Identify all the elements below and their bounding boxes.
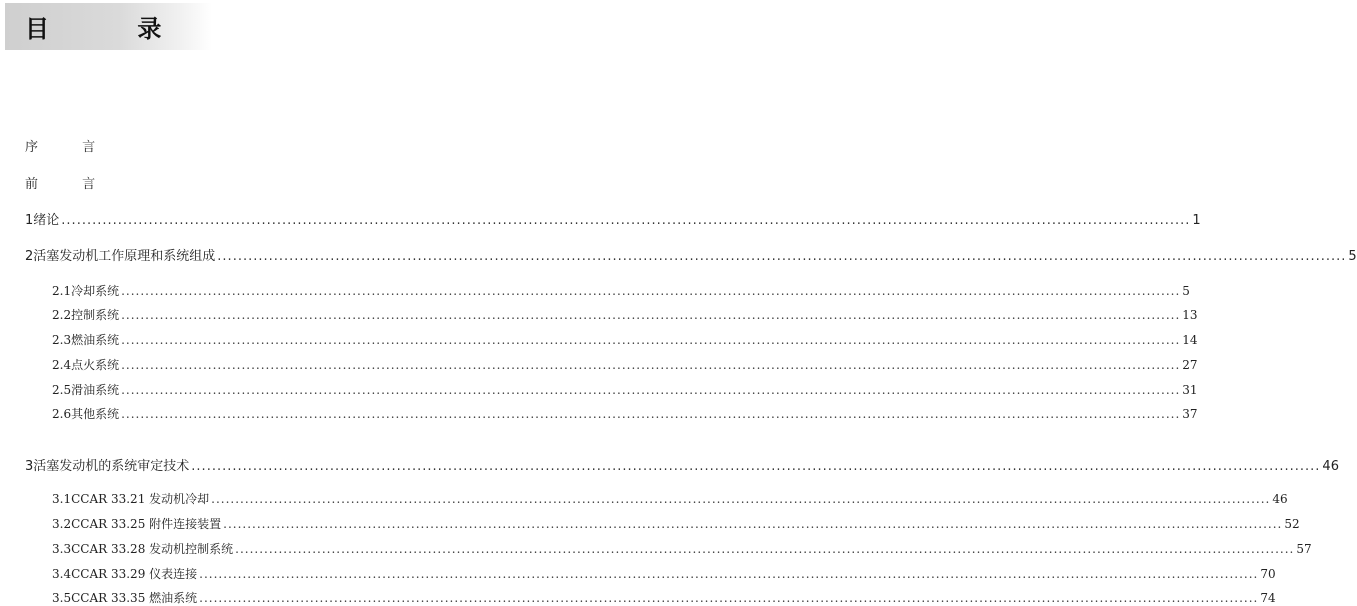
toc-section-3-4[interactable]	[52, 565, 1276, 582]
toc-page-number: 1	[1192, 213, 1201, 228]
toc-section-number: 3.5	[52, 591, 72, 605]
toc-page-number: 46	[1322, 459, 1339, 474]
toc-entry-label: 序 言	[25, 140, 116, 155]
toc-leader-dots: ............................................................................................................................................................................................................................	[235, 542, 1295, 556]
toc-section-title: 冷却系统	[71, 284, 120, 298]
toc-page-number: 13	[1182, 308, 1198, 322]
toc-section-3-3[interactable]	[52, 540, 1312, 557]
toc-chapter-title: 活塞发动机的系统审定技术	[33, 459, 190, 474]
toc-section-title: CCAR 33.21 发动机冷却	[71, 492, 210, 506]
toc-page-number: 74	[1260, 591, 1276, 605]
toc-page-number: 27	[1182, 358, 1198, 372]
toc-section-number: 2.5	[52, 383, 72, 397]
toc-section-title: 点火系统	[71, 358, 120, 372]
toc-front-matter-foreword[interactable]	[25, 173, 115, 192]
toc-chapter-1[interactable]	[25, 209, 1201, 228]
toc-section-title: CCAR 33.29 仪表连接	[71, 567, 198, 581]
toc-chapter-title: 绪论	[33, 213, 60, 228]
toc-leader-dots: ............................................................................................................................................................................................................................	[121, 333, 1181, 347]
toc-section-title: 燃油系统	[71, 333, 120, 347]
toc-leader-dots: ............................................................................................................................................................................................................................	[223, 517, 1283, 531]
toc-leader-dots: ............................................................................................................................................................................................................................	[121, 358, 1181, 372]
toc-section-3-1[interactable]	[52, 490, 1288, 507]
toc-section-number: 3.4	[52, 567, 72, 581]
toc-leader-dots: ............................................................................................................................................................................................................................	[121, 308, 1181, 322]
toc-section-3-5[interactable]	[52, 589, 1276, 606]
toc-leader-dots: ............................................................................................................................................................................................................................	[217, 249, 1347, 264]
toc-chapter-number: 3	[25, 459, 34, 474]
toc-section-2-3[interactable]	[52, 331, 1198, 348]
toc-section-title: 滑油系统	[71, 383, 120, 397]
toc-section-number: 2.3	[52, 333, 72, 347]
toc-chapter-2[interactable]	[25, 245, 1357, 264]
toc-chapter-number: 1	[25, 213, 34, 228]
toc-section-number: 2.1	[52, 284, 72, 298]
toc-section-title: CCAR 33.28 发动机控制系统	[71, 542, 234, 556]
toc-section-2-1[interactable]	[52, 282, 1190, 299]
toc-leader-dots: ............................................................................................................................................................................................................................	[61, 213, 1191, 228]
toc-section-3-2[interactable]	[52, 515, 1300, 532]
toc-page-number: 70	[1260, 567, 1276, 581]
toc-chapter-number: 2	[25, 249, 34, 264]
toc-leader-dots: ............................................................................................................................................................................................................................	[121, 383, 1181, 397]
toc-page-number: 57	[1296, 542, 1312, 556]
toc-section-number: 3.3	[52, 542, 72, 556]
toc-entry-label: 前 言	[25, 177, 116, 192]
toc-section-title: CCAR 33.25 附件连接装置	[71, 517, 222, 531]
toc-page-number: 14	[1182, 333, 1198, 347]
toc-section-2-6[interactable]	[52, 405, 1198, 422]
toc-leader-dots: ............................................................................................................................................................................................................................	[199, 567, 1259, 581]
toc-page-number: 52	[1284, 517, 1300, 531]
page-title: 目 录	[25, 15, 202, 43]
toc-leader-dots: ............................................................................................................................................................................................................................	[121, 407, 1181, 421]
toc-front-matter-preface[interactable]	[25, 136, 115, 155]
toc-section-2-2[interactable]	[52, 306, 1198, 323]
toc-leader-dots: ............................................................................................................................................................................................................................	[211, 492, 1271, 506]
toc-leader-dots: ............................................................................................................................................................................................................................	[121, 284, 1181, 298]
toc-section-title: 控制系统	[71, 308, 120, 322]
toc-leader-dots: ............................................................................................................................................................................................................................	[199, 591, 1259, 605]
toc-page-number: 5	[1182, 284, 1190, 298]
toc-section-2-4[interactable]	[52, 356, 1198, 373]
toc-page-number: 37	[1182, 407, 1198, 421]
toc-section-number: 2.4	[52, 358, 72, 372]
toc-leader-dots: ............................................................................................................................................................................................................................	[191, 459, 1321, 474]
toc-section-number: 2.6	[52, 407, 72, 421]
toc-section-number: 2.2	[52, 308, 72, 322]
toc-page-number: 5	[1348, 249, 1357, 264]
toc-chapter-title: 活塞发动机工作原理和系统组成	[33, 249, 216, 264]
toc-section-number: 3.1	[52, 492, 72, 506]
toc-section-2-5[interactable]	[52, 381, 1198, 398]
toc-page-number: 31	[1182, 383, 1198, 397]
toc-section-title: 其他系统	[71, 407, 120, 421]
toc-section-title: CCAR 33.35 燃油系统	[71, 591, 198, 605]
toc-chapter-3[interactable]	[25, 455, 1339, 474]
toc-page-number: 46	[1272, 492, 1288, 506]
toc-section-number: 3.2	[52, 517, 72, 531]
